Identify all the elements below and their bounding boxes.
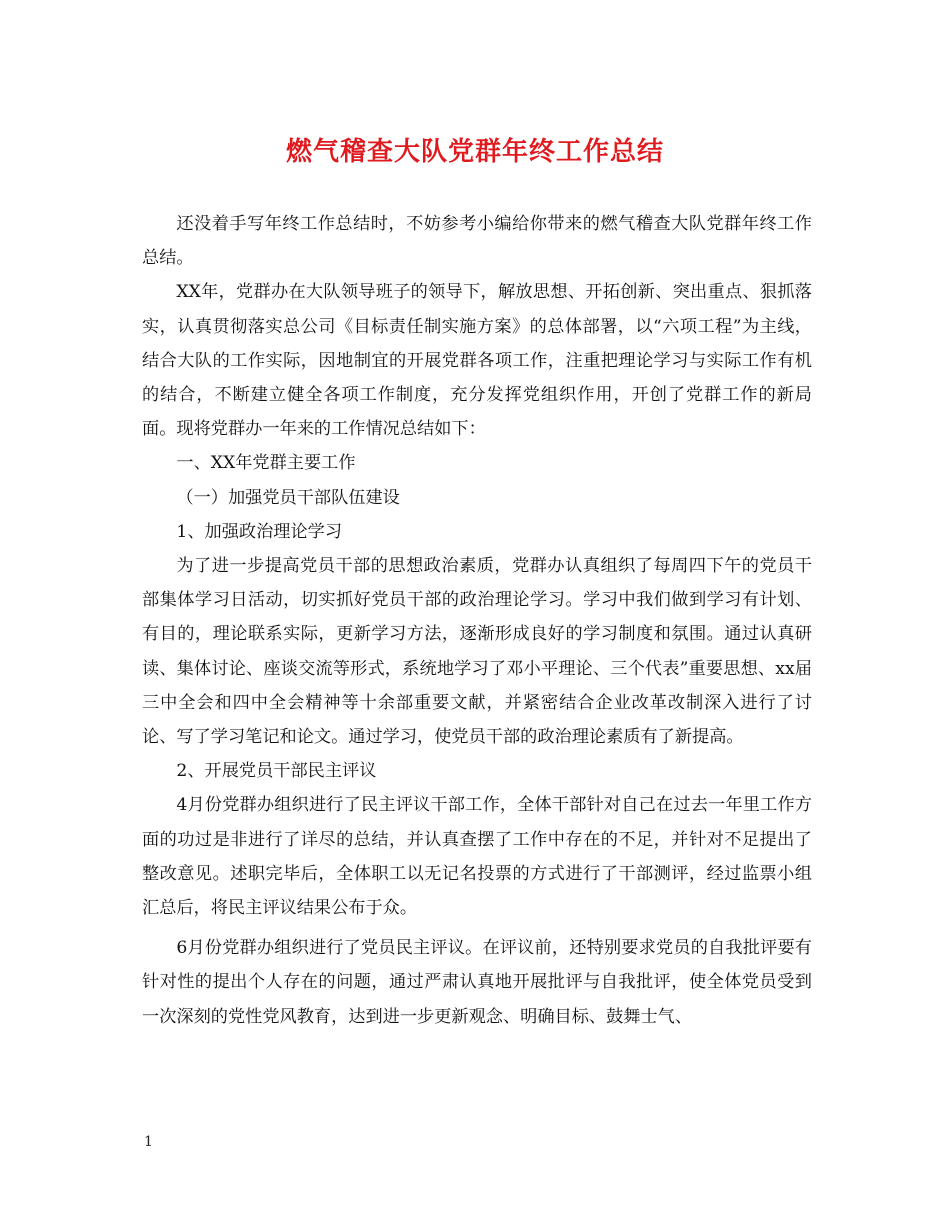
paragraph-member-review: 6月份党群办组织进行了党员民主评议。在评议前，还特别要求党员的自我批评要有针对性的提出个人存在的问题，通过严肃认真地开展批评与自我批评，使全体党员受到一次深刻的党性党风教育，达到进一步更新观念、明确目标、鼓舞士气、 [142, 938, 812, 1027]
document-title: 燃气稽查大队党群年终工作总结 [285, 137, 664, 167]
heading-democratic-review: 2、开展党员干部民主评议 [176, 761, 377, 782]
paragraph-cadre-review: 4月份党群办组织进行了民主评议干部工作，全体干部针对自己在过去一年里工作方面的功过是非进行了详尽的总结，并认真查摆了工作中存在的不足，并针对不足提出了整改意见。述职完毕后，全体职工以无记名投票的方式进行了干部测评，经过监票小组汇总后，将民主评议结果公布于众。 [142, 795, 812, 919]
document-body [142, 207, 812, 1034]
page-number: 1 [144, 1134, 153, 1150]
heading-main-work: 一、XX年党群主要工作 [176, 453, 356, 474]
paragraph-political-study: 为了进一步提高党员干部的思想政治素质，党群办认真组织了每周四下午的党员干部集体学习日活动，切实抓好党员干部的政治理论学习。学习中我们做到学习有计划、有目的，理论联系实际，更新学习方法，逐渐形成良好的学习制度和氛围。通过认真研读、集体讨论、座谈交流等形式，系统地学习了邓小平理论、三个代表”重要思想、xx届三中全会和四中全会精神等十余部重要文献，并紧密结合企业改革改制深入进行了讨论、写了学习笔记和论文。通过学习，使党员干部的政治理论素质有了新提高。 [142, 556, 812, 748]
heading-team-building: （一）加强党员干部队伍建设 [176, 487, 400, 508]
paragraph-overview: XX年，党群办在大队领导班子的领导下，解放思想、开拓创新、突出重点、狠抓落实，认真贯彻落实总公司《目标责任制实施方案》的总体部署，以“六项工程”为主线，结合大队的工作实际，因地制宜的开展党群各项工作，注重把理论学习与实际工作有机的结合，不断建立健全各项工作制度，充分发挥党组织作用，开创了党群工作的新局面。现将党群办一年来的工作情况总结如下： [142, 282, 812, 440]
paragraph-intro: 还没着手写年终工作总结时，不妨参考小编给你带来的燃气稽查大队党群年终工作总结。 [142, 214, 812, 269]
heading-political-study: 1、加强政治理论学习 [176, 521, 343, 542]
